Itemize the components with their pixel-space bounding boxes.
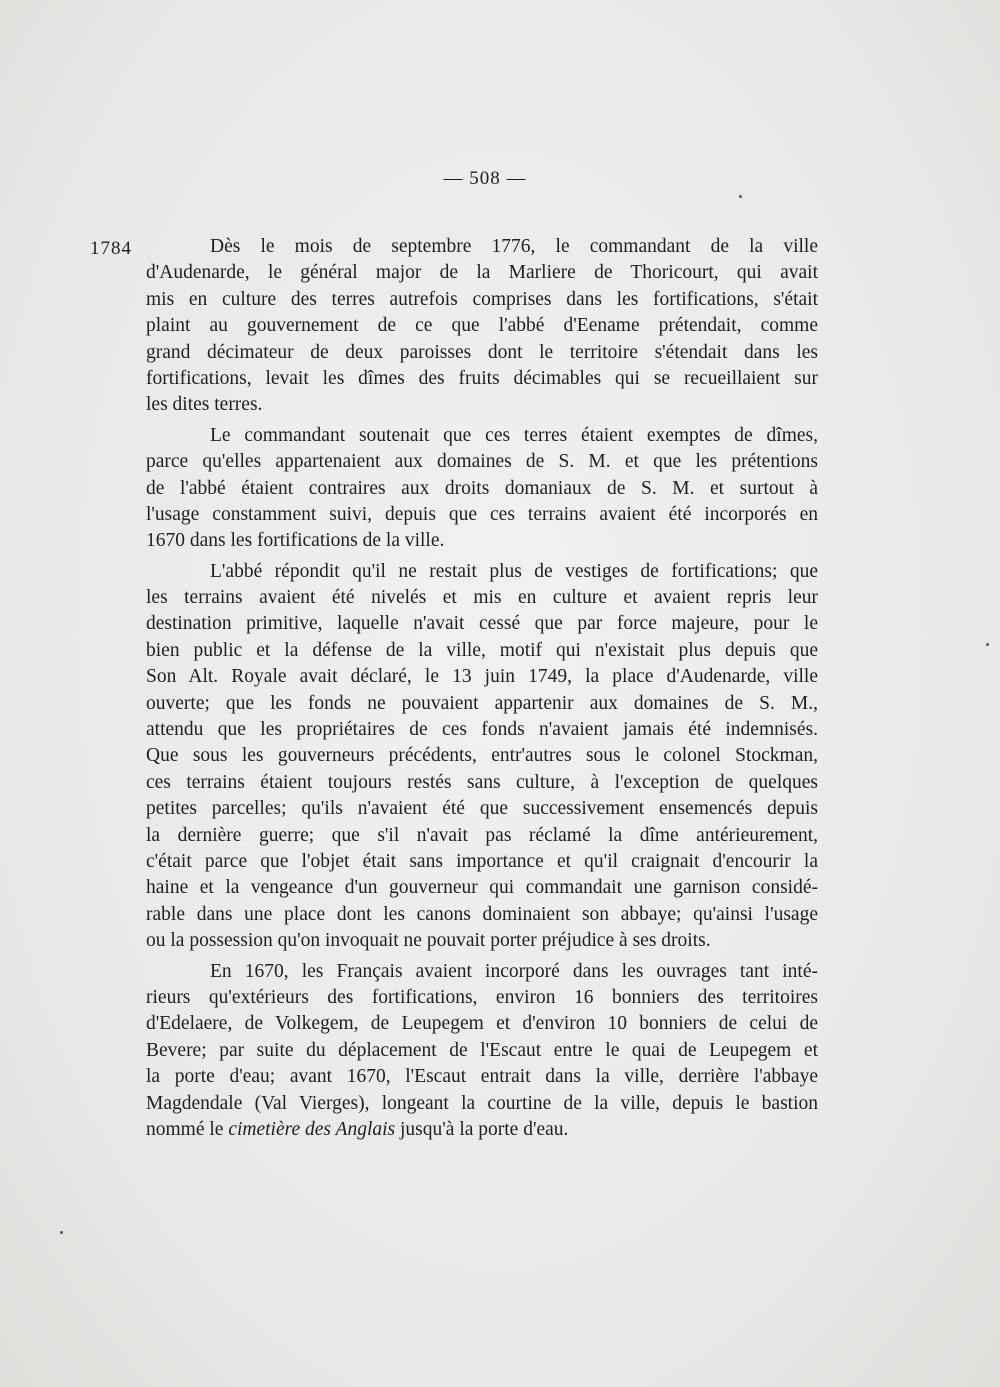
- text-line: ou la possession qu'on invoquait ne pouvait porter préjudice à ses droits.: [146, 930, 711, 952]
- print-speck: [986, 643, 989, 646]
- text-line: la porte d'eau; avant 1670, l'Escaut entrait dans la ville, derrière l'abbaye: [146, 1066, 818, 1088]
- text-line: plaint au gouvernement de ce que l'abbé d'Eename prétendait, comme: [146, 315, 818, 337]
- text-line: Bevere; par suite du déplacement de l'Escaut entre le quai de Leupegem et: [146, 1039, 818, 1061]
- text-line: destination primitive, laquelle n'avait cessé que par force majeure, pour le: [146, 613, 818, 635]
- page-number: — 508 —: [443, 168, 527, 189]
- text-line: Son Alt. Royale avait déclaré, le 13 juin 1749, la place d'Audenarde, ville: [146, 666, 818, 688]
- text-line: ouverte; que les fonds ne pouvaient appartenir aux domaines de S. M.,: [146, 692, 818, 714]
- text-line: bien public et la défense de la ville, motif qui n'existait plus depuis que: [146, 639, 818, 661]
- text-line: rieurs qu'extérieurs des fortifications, environ 16 bonniers des territoires: [146, 986, 818, 1008]
- text-line: de l'abbé étaient contraires aux droits domaniaux de S. M. et surtout à: [146, 477, 818, 499]
- text-line: En 1670, les Français avaient incorporé dans les ouvrages tant inté-: [210, 960, 818, 982]
- text-line: c'était parce que l'objet était sans importance et qu'il craignait d'encourir la: [146, 850, 818, 872]
- text-line: Magdendale (Val Vierges), longeant la courtine de la ville, depuis le bastion: [146, 1092, 818, 1114]
- paragraph: [146, 959, 818, 1144]
- text-line: les dites terres.: [146, 394, 263, 416]
- text-span: jusqu'à la porte d'eau.: [395, 1118, 569, 1140]
- text-line: Dès le mois de septembre 1776, le commandant de la ville: [210, 236, 818, 257]
- text-line-final: [146, 1117, 818, 1143]
- text-line: 1670 dans les fortifications de la ville.: [146, 530, 445, 552]
- text-line: petites parcelles; qu'ils n'avaient été que successivement ensemencés depuis: [146, 798, 818, 820]
- print-speck: [60, 1231, 63, 1234]
- text-line: fortifications, levait les dîmes des fruits décimables qui se recueillaient sur: [146, 367, 818, 389]
- text-line: parce qu'elles appartenaient aux domaines de S. M. et que les prétentions: [146, 451, 818, 473]
- text-line: les terrains avaient été nivelés et mis en culture et avaient repris leur: [146, 587, 818, 609]
- text-body: [146, 234, 818, 1143]
- margin-year: 1784: [90, 238, 132, 259]
- paragraph: [146, 559, 818, 955]
- text-line: grand décimateur de deux paroisses dont le territoire s'étendait dans les: [146, 341, 818, 363]
- paragraph: [146, 423, 818, 555]
- italic-place-name: cimetière des Anglais: [228, 1118, 396, 1140]
- text-line: d'Audenarde, le général major de la Marliere de Thoricourt, qui avait: [146, 262, 818, 284]
- text-line: L'abbé répondit qu'il ne restait plus de vestiges de fortifications; que: [210, 560, 818, 582]
- text-line: rable dans une place dont les canons dominaient son abbaye; qu'ainsi l'usage: [146, 903, 818, 925]
- text-span: nommé le: [146, 1118, 229, 1140]
- text-line: mis en culture des terres autrefois comprises dans les fortifications, s'était: [146, 288, 818, 310]
- text-line: attendu que les propriétaires de ces fonds n'avaient jamais été indemnisés.: [146, 719, 818, 741]
- text-line: Que sous les gouverneurs précédents, entr'autres sous le colonel Stockman,: [146, 745, 818, 767]
- text-line: Le commandant soutenait que ces terres étaient exemptes de dîmes,: [210, 424, 818, 446]
- text-line: la dernière guerre; que s'il n'avait pas réclamé la dîme antérieurement,: [146, 824, 818, 846]
- text-line: haine et la vengeance d'un gouverneur qui commandait une garnison considé-: [146, 877, 818, 899]
- text-line: ces terrains étaient toujours restés sans culture, à l'exception de quelques: [146, 771, 818, 793]
- paragraph: [146, 234, 818, 419]
- print-speck: [739, 195, 742, 198]
- text-line: l'usage constamment suivi, depuis que ces terrains avaient été incorporés en: [146, 503, 818, 525]
- text-line: d'Edelaere, de Volkegem, de Leupegem et d'environ 10 bonniers de celui de: [146, 1013, 818, 1035]
